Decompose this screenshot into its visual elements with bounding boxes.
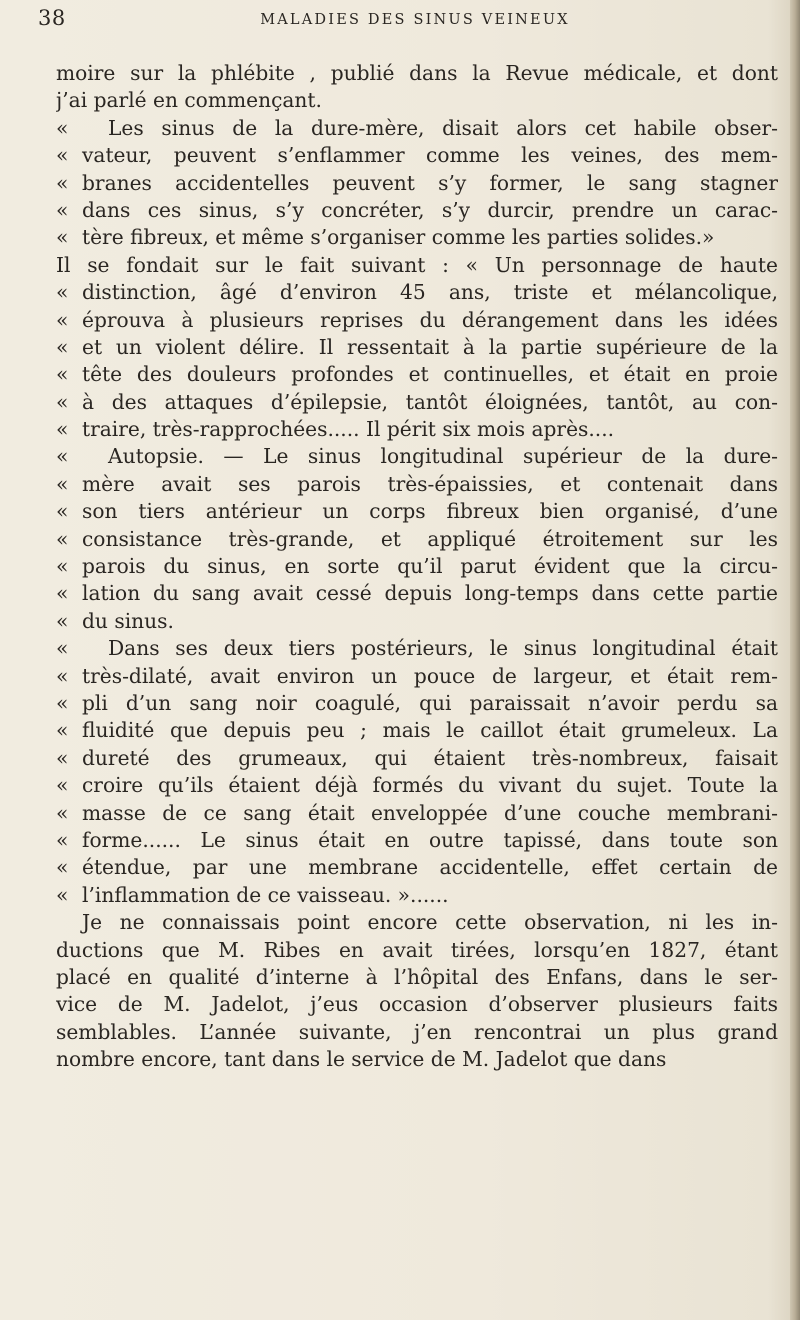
line-text: à des attaques d’épilepsie, tantôt éloignées, tantôt, au con- xyxy=(82,389,778,414)
line-text: parois du sinus, en sorte qu’il parut évident que la circu- xyxy=(82,554,778,579)
quote-mark: « xyxy=(56,663,69,688)
quote-mark: « xyxy=(56,471,69,496)
line-text: Dans ses deux tiers postérieurs, le sinus longitudinal était xyxy=(108,636,778,661)
text-line xyxy=(56,909,778,936)
text-line xyxy=(56,991,778,1018)
quote-mark: « xyxy=(56,143,69,168)
text-line xyxy=(56,964,778,991)
quote-mark: « xyxy=(56,773,69,798)
page-edge-shadow xyxy=(790,0,800,1320)
text-line xyxy=(56,635,778,662)
line-text: pli d’un sang noir coagulé, qui paraissait n’avoir perdu sa xyxy=(82,690,778,715)
quote-mark: « xyxy=(56,499,69,524)
text-line xyxy=(56,170,778,197)
quote-mark: « xyxy=(56,225,69,250)
line-text: traire, très-rapprochées..... Il périt six mois après.... xyxy=(82,417,615,442)
text-line xyxy=(56,772,778,799)
quote-mark: « xyxy=(56,115,69,140)
line-text: branes accidentelles peuvent s’y former, le sang stagner xyxy=(82,170,778,195)
line-text: mère avait ses parois très-épaissies, et contenait dans xyxy=(82,471,778,496)
line-text: consistance très-grande, et appliqué étroitement sur les xyxy=(82,526,778,551)
line-text: son tiers antérieur un corps fibreux bien organisé, d’une xyxy=(82,499,778,524)
quote-mark: « xyxy=(56,554,69,579)
quote-mark: « xyxy=(56,170,69,195)
line-text: ductions que M. Ribes en avait tirées, lorsqu’en 1827, étant xyxy=(56,937,778,962)
quote-mark: « xyxy=(56,307,69,332)
line-text: forme...... Le sinus était en outre tapissé, dans toute son xyxy=(82,827,778,852)
text-line xyxy=(56,224,778,251)
running-title: MALADIES DES SINUS VEINEUX xyxy=(260,12,570,28)
text-line xyxy=(56,937,778,964)
text-line xyxy=(56,608,778,635)
line-text: semblables. L’année suivante, j’en rencontrai un plus grand xyxy=(56,1019,778,1044)
quote-mark: « xyxy=(56,197,69,222)
line-text: vice de M. Jadelot, j’eus occasion d’observer plusieurs faits xyxy=(56,992,778,1017)
text-line xyxy=(56,690,778,717)
line-text: très-dilaté, avait environ un pouce de largeur, et était rem- xyxy=(82,663,778,688)
quote-mark: « xyxy=(56,882,69,907)
line-text: l’inflammation de ce vaisseau. »...... xyxy=(82,882,449,907)
text-line xyxy=(56,1019,778,1046)
line-text: nombre encore, tant dans le service de M. Jadelot que dans xyxy=(56,1047,667,1072)
line-text: Il se fondait sur le fait suivant : « Un personnage de haute xyxy=(56,252,778,277)
text-line xyxy=(56,443,778,470)
line-text: vateur, peuvent s’enflammer comme les veines, des mem- xyxy=(82,143,778,168)
text-line xyxy=(56,389,778,416)
page-number: 38 xyxy=(38,6,66,30)
quote-mark: « xyxy=(56,444,69,469)
line-text: distinction, âgé d’environ 45 ans, triste et mélancolique, xyxy=(82,280,778,305)
line-text: et un violent délire. Il ressentait à la partie supérieure de la xyxy=(82,334,778,359)
line-text: tête des douleurs profondes et continuelles, et était en proie xyxy=(82,362,778,387)
quote-mark: « xyxy=(56,745,69,770)
line-text: Je ne connaissais point encore cette observation, ni les in- xyxy=(82,910,778,935)
text-line xyxy=(56,279,778,306)
quote-mark: « xyxy=(56,280,69,305)
text-line xyxy=(56,142,778,169)
text-line xyxy=(56,580,778,607)
line-text: fluidité que depuis peu ; mais le caillot était grumeleux. La xyxy=(82,718,778,743)
text-line xyxy=(56,553,778,580)
quote-mark: « xyxy=(56,690,69,715)
text-line xyxy=(56,498,778,525)
line-text: éprouva à plusieurs reprises du dérangement dans les idées xyxy=(82,307,778,332)
quote-mark: « xyxy=(56,800,69,825)
line-text: croire qu’ils étaient déjà formés du vivant du sujet. Toute la xyxy=(82,773,778,798)
line-text: placé en qualité d’interne à l’hôpital des Enfans, dans le ser- xyxy=(56,964,778,989)
text-line xyxy=(56,361,778,388)
quote-mark: « xyxy=(56,389,69,414)
quote-mark: « xyxy=(56,581,69,606)
text-line xyxy=(56,252,778,279)
text-line xyxy=(56,663,778,690)
text-line xyxy=(56,717,778,744)
line-text: tère fibreux, et même s’organiser comme les parties solides.» xyxy=(82,225,715,250)
text-line xyxy=(56,800,778,827)
line-text: moire sur la phlébite , publié dans la Revue médicale, et dont xyxy=(56,61,778,85)
text-line xyxy=(56,87,778,114)
line-text: dans ces sinus, s’y concréter, s’y durcir, prendre un carac- xyxy=(82,197,778,222)
quote-mark: « xyxy=(56,417,69,442)
line-text: étendue, par une membrane accidentelle, effet certain de xyxy=(82,855,778,880)
line-text: dureté des grumeaux, qui étaient très-nombreux, faisait xyxy=(82,745,778,770)
text-line xyxy=(56,334,778,361)
line-text: lation du sang avait cessé depuis long-temps dans cette partie xyxy=(82,581,778,606)
line-text: Autopsie. — Le sinus longitudinal supérieur de la dure- xyxy=(108,444,778,469)
quote-mark: « xyxy=(56,636,69,661)
quote-mark: « xyxy=(56,526,69,551)
text-line xyxy=(56,854,778,881)
quote-mark: « xyxy=(56,362,69,387)
text-line xyxy=(56,60,778,87)
quote-mark: « xyxy=(56,334,69,359)
line-text: Les sinus de la dure-mère, disait alors cet habile obser- xyxy=(108,115,778,140)
text-line xyxy=(56,745,778,772)
line-text: j’ai parlé en commençant. xyxy=(56,88,322,113)
text-line xyxy=(56,307,778,334)
line-text: masse de ce sang était enveloppée d’une couche membrani- xyxy=(82,800,778,825)
text-line xyxy=(56,882,778,909)
text-line xyxy=(56,416,778,443)
quote-mark: « xyxy=(56,608,69,633)
text-line xyxy=(56,197,778,224)
quote-mark: « xyxy=(56,827,69,852)
text-line xyxy=(56,1046,778,1073)
text-line xyxy=(56,115,778,142)
text-line xyxy=(56,471,778,498)
text-line xyxy=(56,827,778,854)
text-line xyxy=(56,526,778,553)
line-text: du sinus. xyxy=(82,608,174,633)
quote-mark: « xyxy=(56,718,69,743)
body-text xyxy=(56,60,778,1073)
quote-mark: « xyxy=(56,855,69,880)
